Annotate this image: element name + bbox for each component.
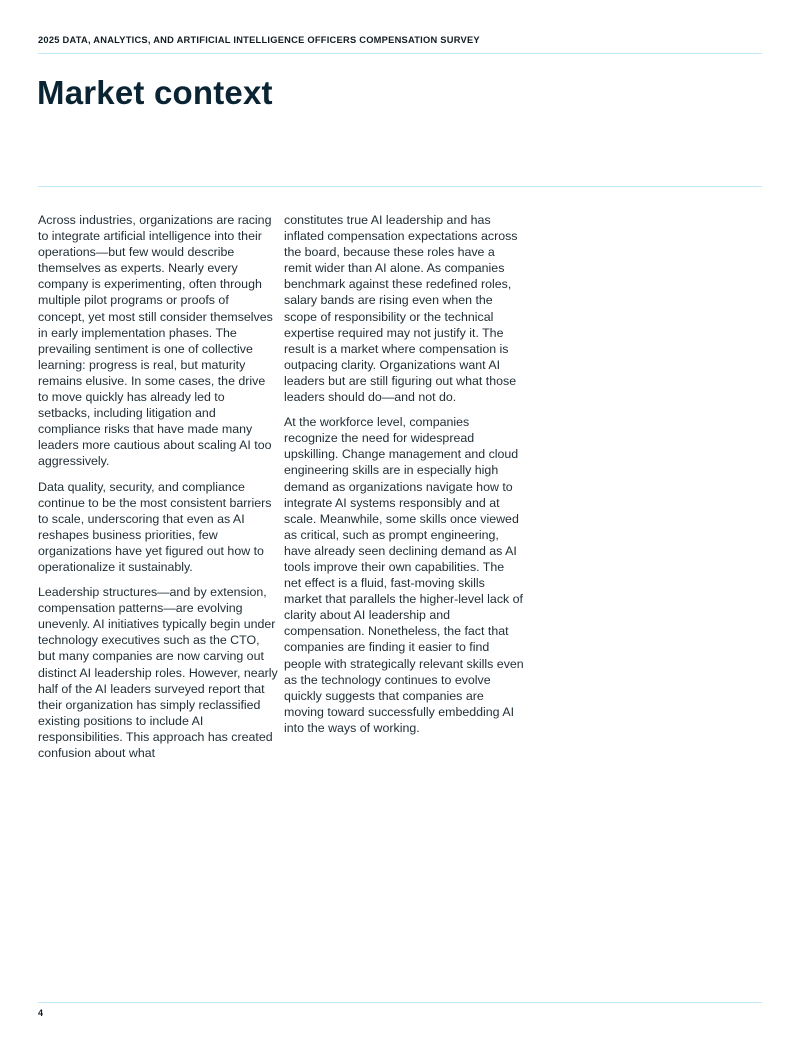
paragraph: Data quality, security, and compliance continue to be the most consistent barriers to scale, underscoring that even as AI reshapes business priorities, few organizations have yet figured out how to operationalize it sustainably. [38,479,272,574]
paragraph: Across industries, organizations are racing to integrate artificial intelligence into their operations—but few would describe themselves as experts. Nearly every company is experimenting, often through multiple pilot programs or proofs of concept, yet most still consider themselves in early implementation phases. The prevailing sentiment is one of collective learning: progress is real, but maturity remains elusive. In some cases, the drive to move quickly has already led to setbacks, including litigation and compliance risks that have made many leaders more cautious about scaling AI too aggressively. [38,213,273,469]
header-divider [38,53,762,54]
paragraph: At the workforce level, companies recognize the need for widespread upskilling. Change management and cloud engineering skills are in especially high demand as organizations navigate how to integrate AI systems responsibly and at scale. Meanwhile, some skills once viewed as critical, such as prompt engineering, have already seen declining demand as AI tools improve their own capabilities. The net effect is a fluid, fast-moving skills market that parallels the higher-level lack of clarity about AI leadership and compensation. Nonetheless, the fact that companies are finding it easier to find people with strategically relevant skills even as the technology continues to evolve quickly suggests that companies are moving toward successfully embedding AI into the ways of working. [284,415,524,735]
body-column-left [38,212,278,761]
page-title: Market context [37,74,273,111]
title-divider [38,186,762,187]
paragraph: constitutes true AI leadership and has inflated compensation expectations across the board, because these roles have a remit wider than AI alone. As companies benchmark against these redefined roles, salary bands are rising even when the scope of responsibility or the technical expertise required may not justify it. The result is a market where compensation is outpacing clarity. Organizations want AI leaders but are still figuring out what those leaders should do—and not do. [284,213,518,405]
page-number: 4 [38,1008,44,1018]
paragraph: Leadership structures—and by extension, compensation patterns—are evolving unevenly. AI initiatives typically begin under technology executives such as the CTO, but many companies are now carving out distinct AI leadership roles. However, nearly half of the AI leaders surveyed report that their organization has simply reclassified existing positions to include AI responsibilities. This approach has created confusion about what [38,585,278,760]
body-column-right [284,212,524,736]
footer-divider [38,1002,762,1003]
running-header: 2025 DATA, ANALYTICS, AND ARTIFICIAL INTELLIGENCE OFFICERS COMPENSATION SURVEY [38,35,480,45]
